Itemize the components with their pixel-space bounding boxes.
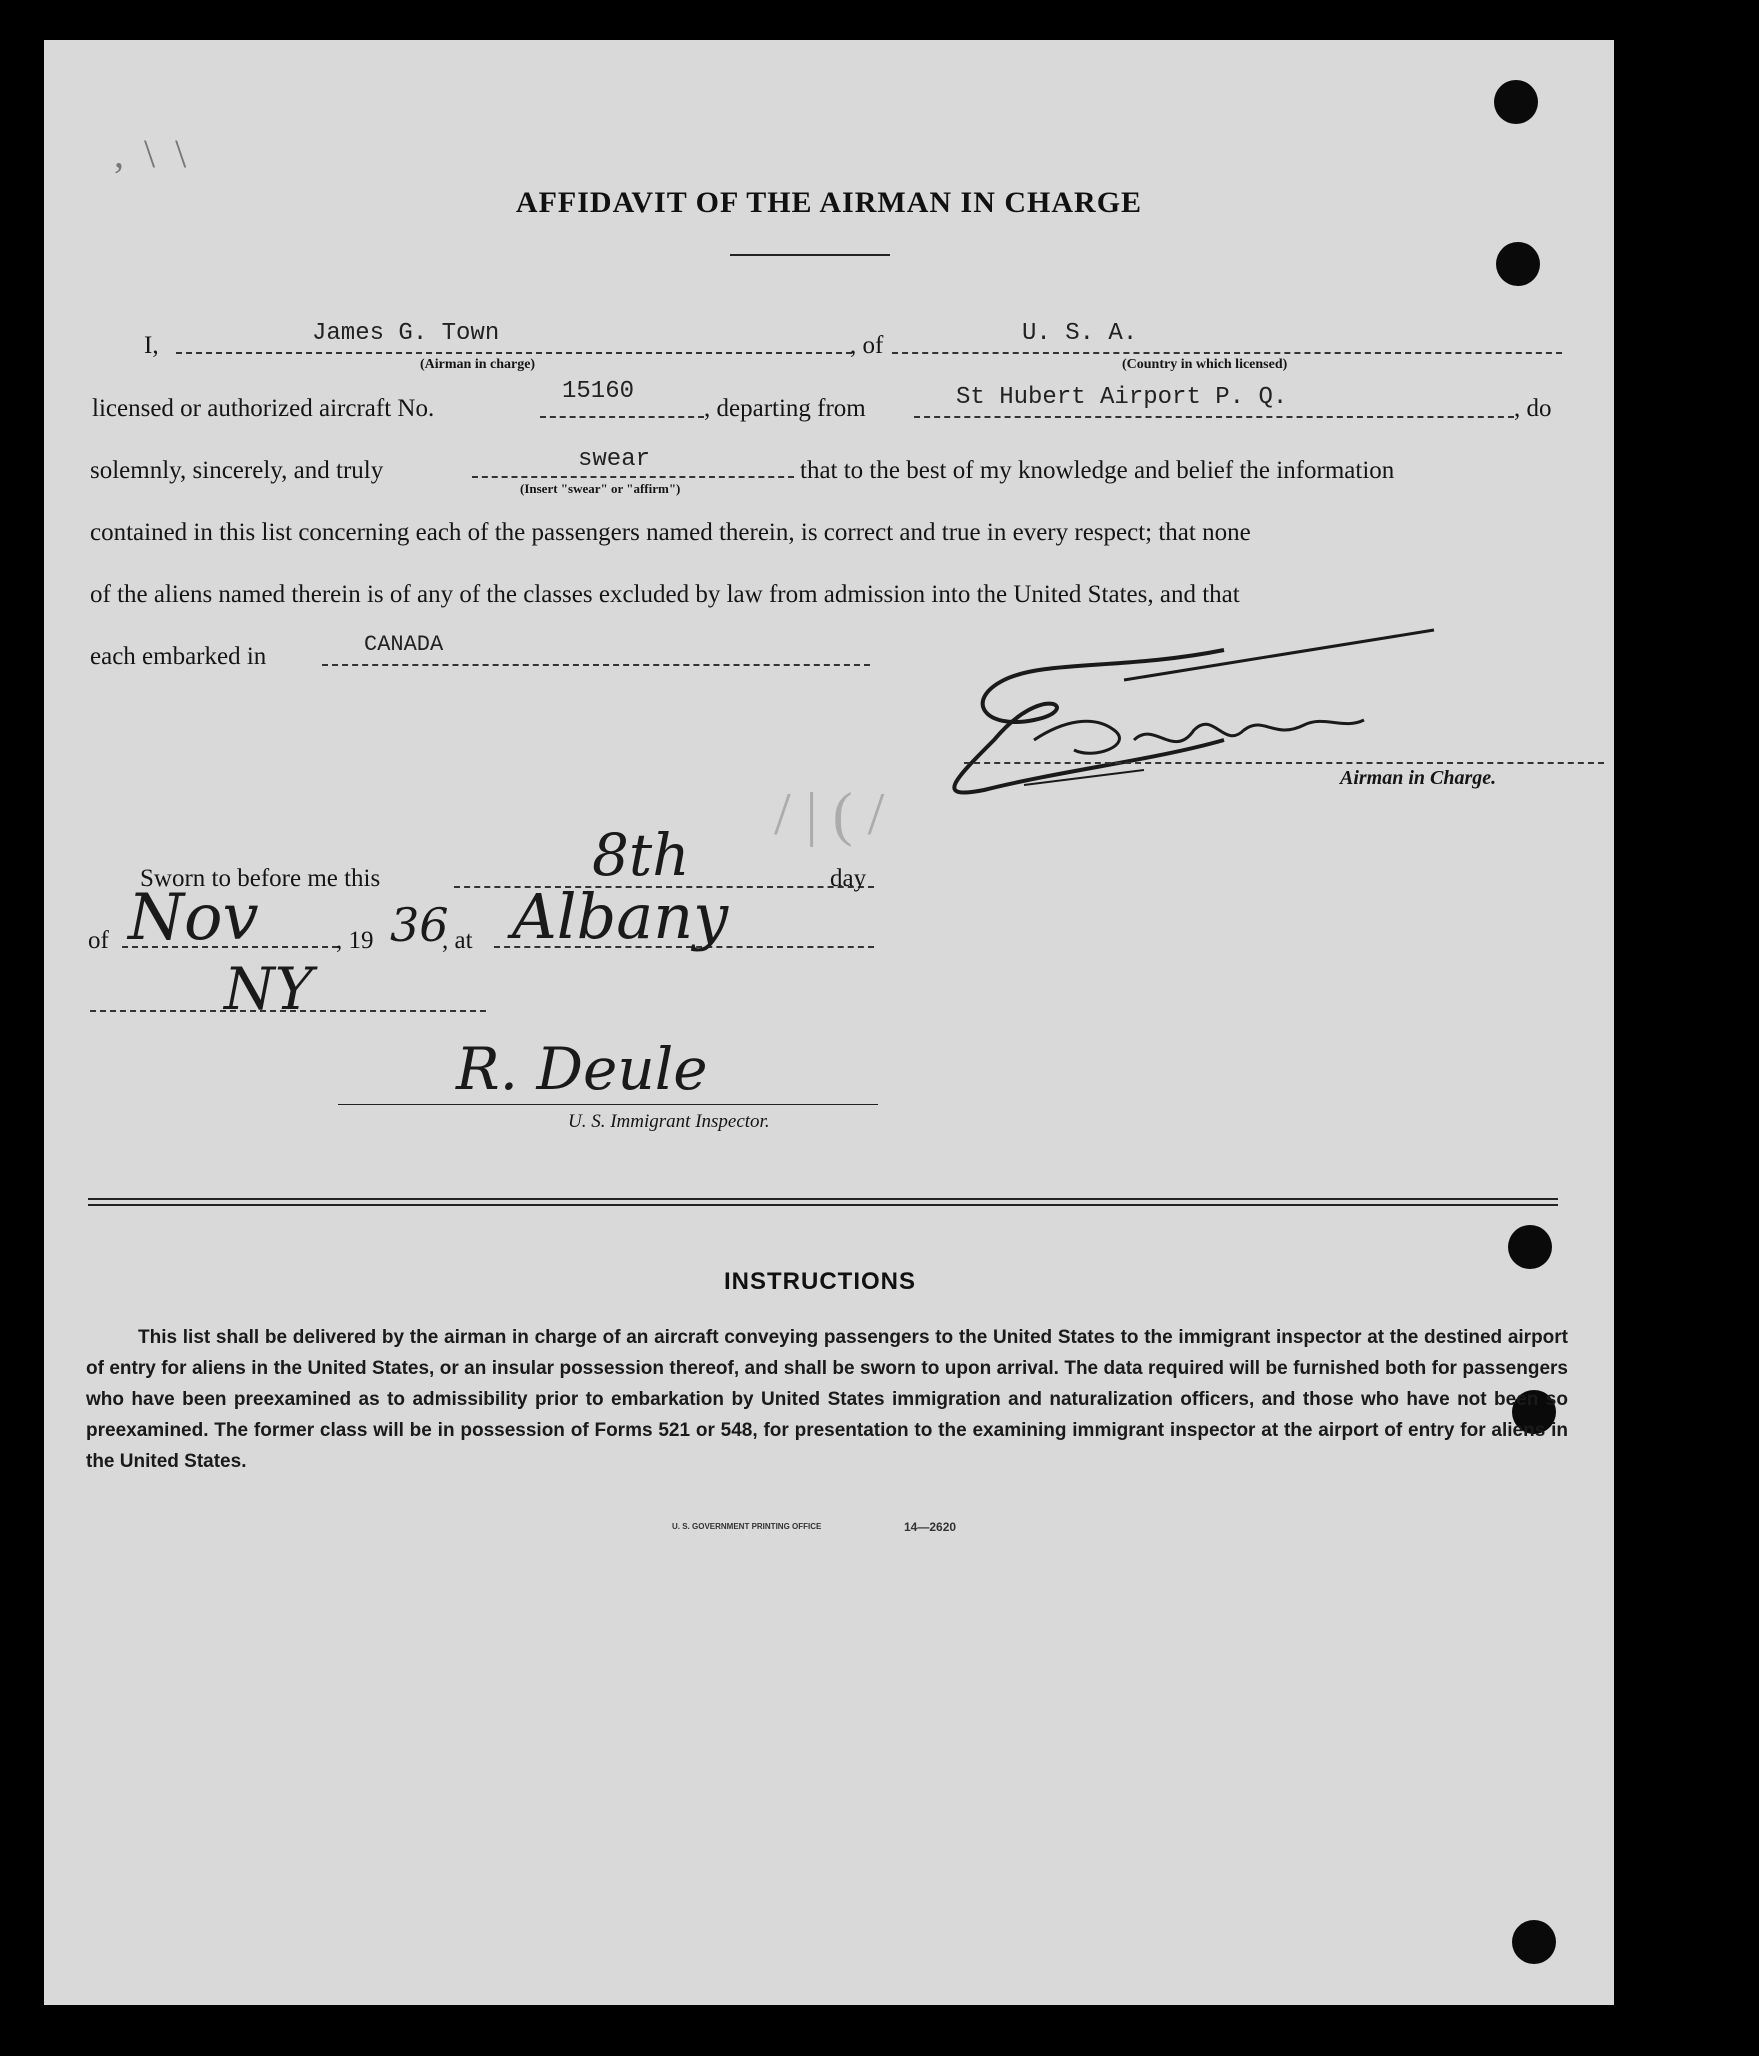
sworn-state: NY: [224, 955, 314, 1023]
inspector-signature-line: [338, 1104, 878, 1105]
airman-name: James G. Town: [312, 320, 500, 347]
title-rule: [730, 254, 890, 256]
oath-rest: that to the best of my knowledge and belief the information: [800, 457, 1395, 484]
page-title: AFFIDAVIT OF THE AIRMAN IN CHARGE: [515, 186, 1143, 219]
printer-imprint: U. S. GOVERNMENT PRINTING OFFICE: [672, 1522, 822, 1531]
punch-hole: [1496, 242, 1540, 286]
document-page: [44, 40, 1614, 2005]
of-label: , of: [850, 332, 884, 359]
inspector-signature: R. Deule: [456, 1035, 708, 1103]
embarked-label: each embarked in: [90, 643, 267, 670]
airman-signature: [924, 620, 1464, 820]
sworn-day: 8th: [592, 821, 690, 889]
punch-hole: [1512, 1920, 1556, 1964]
solemnly-label: solemnly, sincerely, and truly: [90, 457, 384, 484]
oath-line: [472, 476, 794, 478]
embarked-line: [322, 664, 870, 666]
departure-airport: St Hubert Airport P. Q.: [956, 384, 1288, 411]
divider-rule-bottom: [88, 1204, 1558, 1206]
inspector-caption: U. S. Immigrant Inspector.: [568, 1111, 770, 1132]
oath-word: swear: [578, 446, 651, 473]
country-caption: (Country in which licensed): [1122, 357, 1288, 372]
punch-hole: [1508, 1225, 1552, 1269]
airman-name-line: [176, 352, 852, 354]
paragraph-line-5: of the aliens named therein is of any of the classes excluded by law from admission into the United States, and that: [90, 581, 1240, 608]
divider-rule-top: [88, 1198, 1558, 1200]
sworn-place: Albany: [512, 880, 729, 953]
line1-prefix: I,: [144, 332, 159, 359]
year-prefix: , 19: [336, 927, 374, 954]
bleed-through-marks: / | ( /: [774, 781, 885, 847]
punch-hole: [1494, 80, 1538, 124]
country-line: [892, 352, 1562, 354]
airman-signature-line: [964, 762, 1604, 764]
at-label: , at: [442, 927, 473, 954]
aircraft-no-line: [540, 416, 704, 418]
day-label: day: [830, 865, 867, 892]
aircraft-number: 15160: [562, 378, 635, 405]
embarked-country: CANADA: [364, 632, 444, 657]
do-label: , do: [1514, 395, 1552, 422]
airman-signature-caption: Airman in Charge.: [1340, 767, 1497, 789]
instructions-body: This list shall be delivered by the airman in charge of an aircraft conveying passengers to the United States to the immigrant inspector at the destined airport of entry for aliens in the United States, or an insular possession thereof, and shall be sworn to upon arrival. The data required will be furnished both for passengers who have been preexamined as to admissibility prior to embarkation by United States immigration and naturalization officers, and those who have not been so preexamined. The former class will be in possession of Forms 521 or 548, for presentation to the examining immigrant inspector at the airport of entry for aliens in the United States.: [86, 1327, 1568, 1472]
instructions-heading: INSTRUCTIONS: [724, 1268, 916, 1295]
country-licensed: U. S. A.: [1022, 320, 1138, 347]
aircraft-label: licensed or authorized aircraft No.: [92, 395, 435, 422]
stray-marks: , \ \: [114, 131, 187, 176]
departing-label: , departing from: [704, 395, 866, 422]
sworn-label: Sworn to before me this: [140, 865, 381, 892]
form-number: 14—2620: [904, 1520, 957, 1534]
sworn-year: 36: [390, 898, 449, 952]
sworn-month: Nov: [128, 881, 259, 955]
airman-caption: (Airman in charge): [420, 357, 536, 372]
departure-line: [914, 416, 1514, 418]
paragraph-line-4: contained in this list concerning each of the passengers named therein, is correct and true in every respect; that none: [90, 519, 1251, 546]
of-month-label: of: [88, 927, 109, 954]
oath-caption: (Insert "swear" or "affirm"): [520, 481, 681, 496]
